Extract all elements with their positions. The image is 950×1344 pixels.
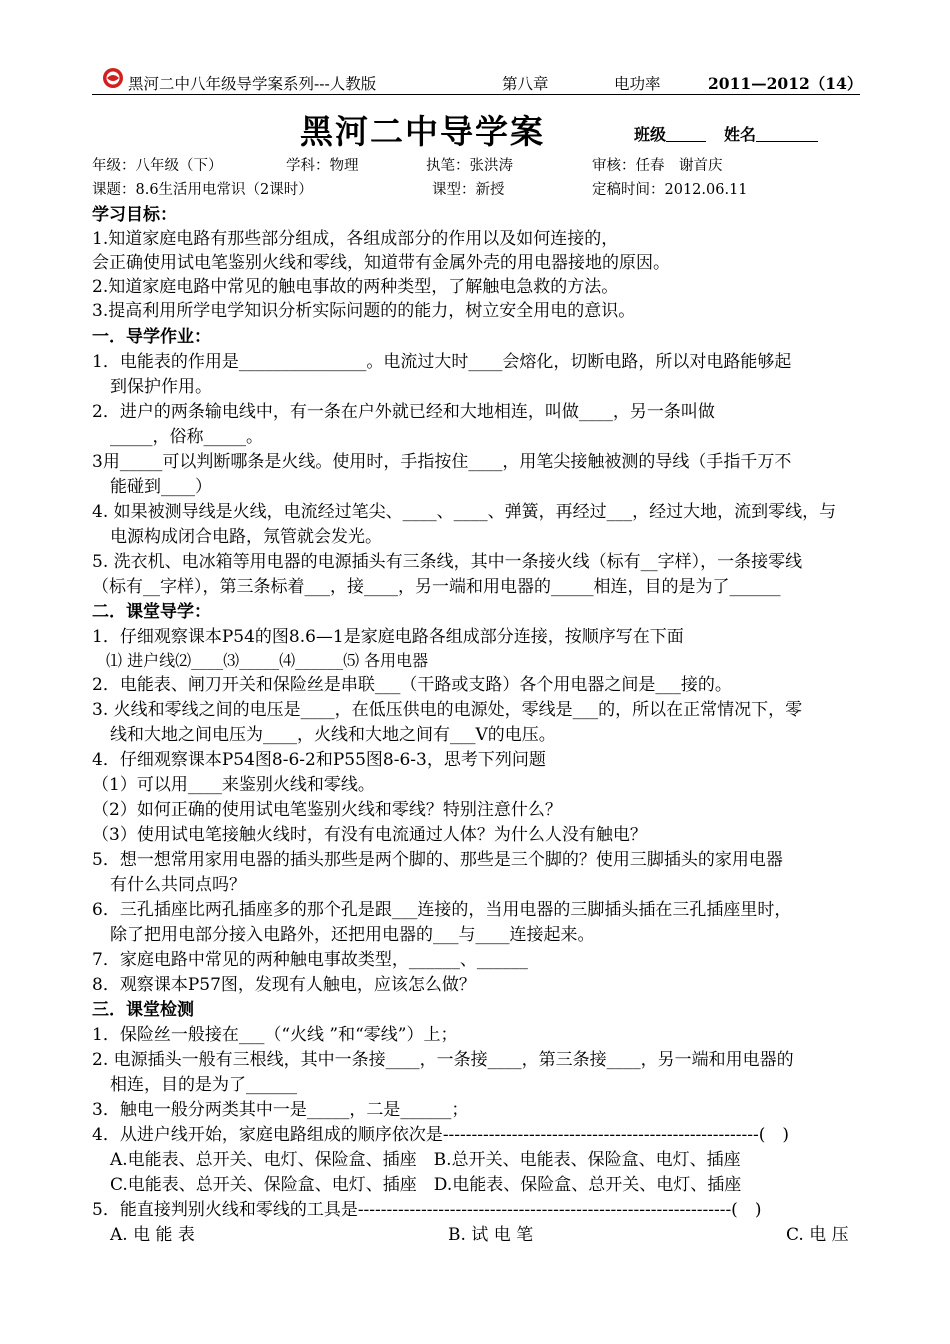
question-line: 2．进户的两条输电线中，有一条在户外就已经和大地相连，叫做____，另一条叫做 [92, 402, 715, 422]
question-line: 4. 如果被测导线是火线，电流经过笔尖、____、____、弹簧，再经过___，经过大地，流到零线，与 [92, 502, 837, 522]
info-lesson: 课题：8.6生活用电常识（2课时） [92, 182, 313, 198]
info-grade: 年级：八年级（下） [92, 158, 223, 174]
question-line: 3. 火线和零线之间的电压是____，在低压供电的电源处，零线是___的，所以在正常情况下，零 [92, 700, 803, 720]
objective-line: 会正确使用试电笔鉴别火线和零线，知道带有金属外壳的用电器接地的原因。 [92, 253, 670, 273]
question-line: 5. 洗衣机、电冰箱等用电器的电源插头有三条线，其中一条接火线（标有__字样），一条接零线 [92, 552, 803, 572]
question-line: ⑴ 进户线⑵____⑶_____⑷______⑸ 各用电器 [106, 651, 429, 670]
school-logo-icon [102, 67, 124, 89]
info-author: 执笔：张洪涛 [426, 158, 513, 174]
question-line: 1．保险丝一般接在___（“火线 ”和“零线”）上； [92, 1025, 458, 1045]
question-line: （1）可以用____来鉴别火线和零线。 [92, 775, 375, 795]
question-line: 4．仔细观察课本P54图8-6-2和P55图8-6-3，思考下列问题 [92, 750, 546, 770]
question-line: （2）如何正确的使用试电笔鉴别火线和零线？特别注意什么？ [92, 800, 562, 820]
question-line: （3）使用试电笔接触火线时，有没有电流通过人体？为什么人没有触电？ [92, 825, 647, 845]
question-line: 有什么共同点吗？ [110, 875, 246, 895]
info-review: 审核：任春 谢首庆 [592, 158, 723, 174]
question-line: 2．电能表、闸刀开关和保险丝是串联___（干路或支路）各个用电器之间是___接的。 [92, 675, 732, 695]
question-line: 1．仔细观察课本P54的图8.6—1是家庭电路各组成部分连接，按顺序写在下面 [92, 627, 684, 647]
question-line: 能碰到____） [110, 477, 212, 497]
question-line: 4．从进户线开始，家庭电路组成的顺序依次是-------------------------------------------------------( ) [92, 1125, 790, 1145]
section-classroom: 二．课堂导学： [92, 602, 211, 622]
question-line: 2. 电源插头一般有三根线，其中一条接____，一条接____，第三条接____，另一端和用电器的 [92, 1050, 794, 1070]
option-c: C. 电 压 [786, 1225, 849, 1245]
option-line: C.电能表、总开关、保险盒、电灯、插座 D.电能表、保险盒、总开关、电灯、插座 [110, 1175, 742, 1195]
name-label: 姓名 [724, 125, 757, 144]
section-objectives: 学习目标： [92, 205, 177, 225]
header-chapter: 第八章 [502, 75, 549, 93]
objective-line: 1.知道家庭电路有那些部分组成，各组成部分的作用以及如何连接的， [92, 229, 619, 249]
question-line: 线和大地之间电压为____，火线和大地之间有___V的电压。 [110, 725, 556, 745]
option-a: A. 电 能 表 [110, 1225, 195, 1245]
class-label: 班级 [634, 125, 667, 144]
section-homework: 一．导学作业： [92, 327, 211, 347]
name-field [724, 122, 818, 145]
question-line: 3．触电一般分两类其中一是_____，二是______； [92, 1100, 469, 1120]
question-line: （标有__字样），第三条标着___，接____，另一端和用电器的_____相连，目的是为了______ [92, 577, 781, 597]
page-header [92, 64, 863, 95]
option-line: A.电能表、总开关、电灯、保险盒、插座 B.总开关、电能表、保险盒、电灯、插座 [110, 1150, 741, 1170]
page-title: 黑河二中导学案 [300, 112, 545, 151]
question-line: 5．想一想常用家用电器的插头那些是两个脚的、那些是三个脚的？使用三脚插头的家用电器 [92, 850, 783, 870]
question-line: 5．能直接判别火线和零线的工具是-----------------------------------------------------------------( ) [92, 1200, 762, 1220]
info-subject: 学科：物理 [286, 158, 359, 174]
question-line: 8．观察课本P57图，发现有人触电，应该怎么做？ [92, 975, 476, 995]
question-line: 6．三孔插座比两孔插座多的那个孔是跟___连接的，当用电器的三脚插头插在三孔插座里时， [92, 900, 792, 920]
class-field [634, 122, 706, 145]
section-check: 三．课堂检测 [92, 1000, 194, 1020]
question-line: 除了把用电部分接入电路外，还把用电器的___与____连接起来。 [110, 925, 595, 945]
header-series: 黑河二中八年级导学案系列---人教版 [128, 75, 377, 93]
question-line: 电源构成闭合电路，氖管就会发光。 [110, 527, 382, 547]
objective-line: 3.提高利用所学电学知识分析实际问题的的能力，树立安全用电的意识。 [92, 301, 636, 321]
question-line: 到保护作用。 [110, 377, 212, 397]
option-b: B. 试 电 笔 [448, 1225, 534, 1245]
info-type: 课型：新授 [432, 182, 505, 198]
header-year: 2011—2012（14） [708, 74, 863, 93]
question-line: 7．家庭电路中常见的两种触电事故类型，______、______ [92, 950, 528, 970]
question-line: 3用_____可以判断哪条是火线。使用时，手指按住____，用笔尖接触被测的导线（手指千万不 [92, 452, 792, 472]
question-line: 相连，目的是为了______ [110, 1075, 297, 1095]
info-date: 定稿时间：2012.06.11 [592, 182, 748, 198]
objective-line: 2.知道家庭电路中常见的触电事故的两种类型，了解触电急救的方法。 [92, 277, 619, 297]
header-topic: 电功率 [614, 75, 661, 93]
question-line: _____，俗称_____。 [110, 427, 263, 447]
question-line: 1．电能表的作用是_______________。电流过大时____会熔化，切断电路，所以对电路能够起 [92, 352, 792, 372]
